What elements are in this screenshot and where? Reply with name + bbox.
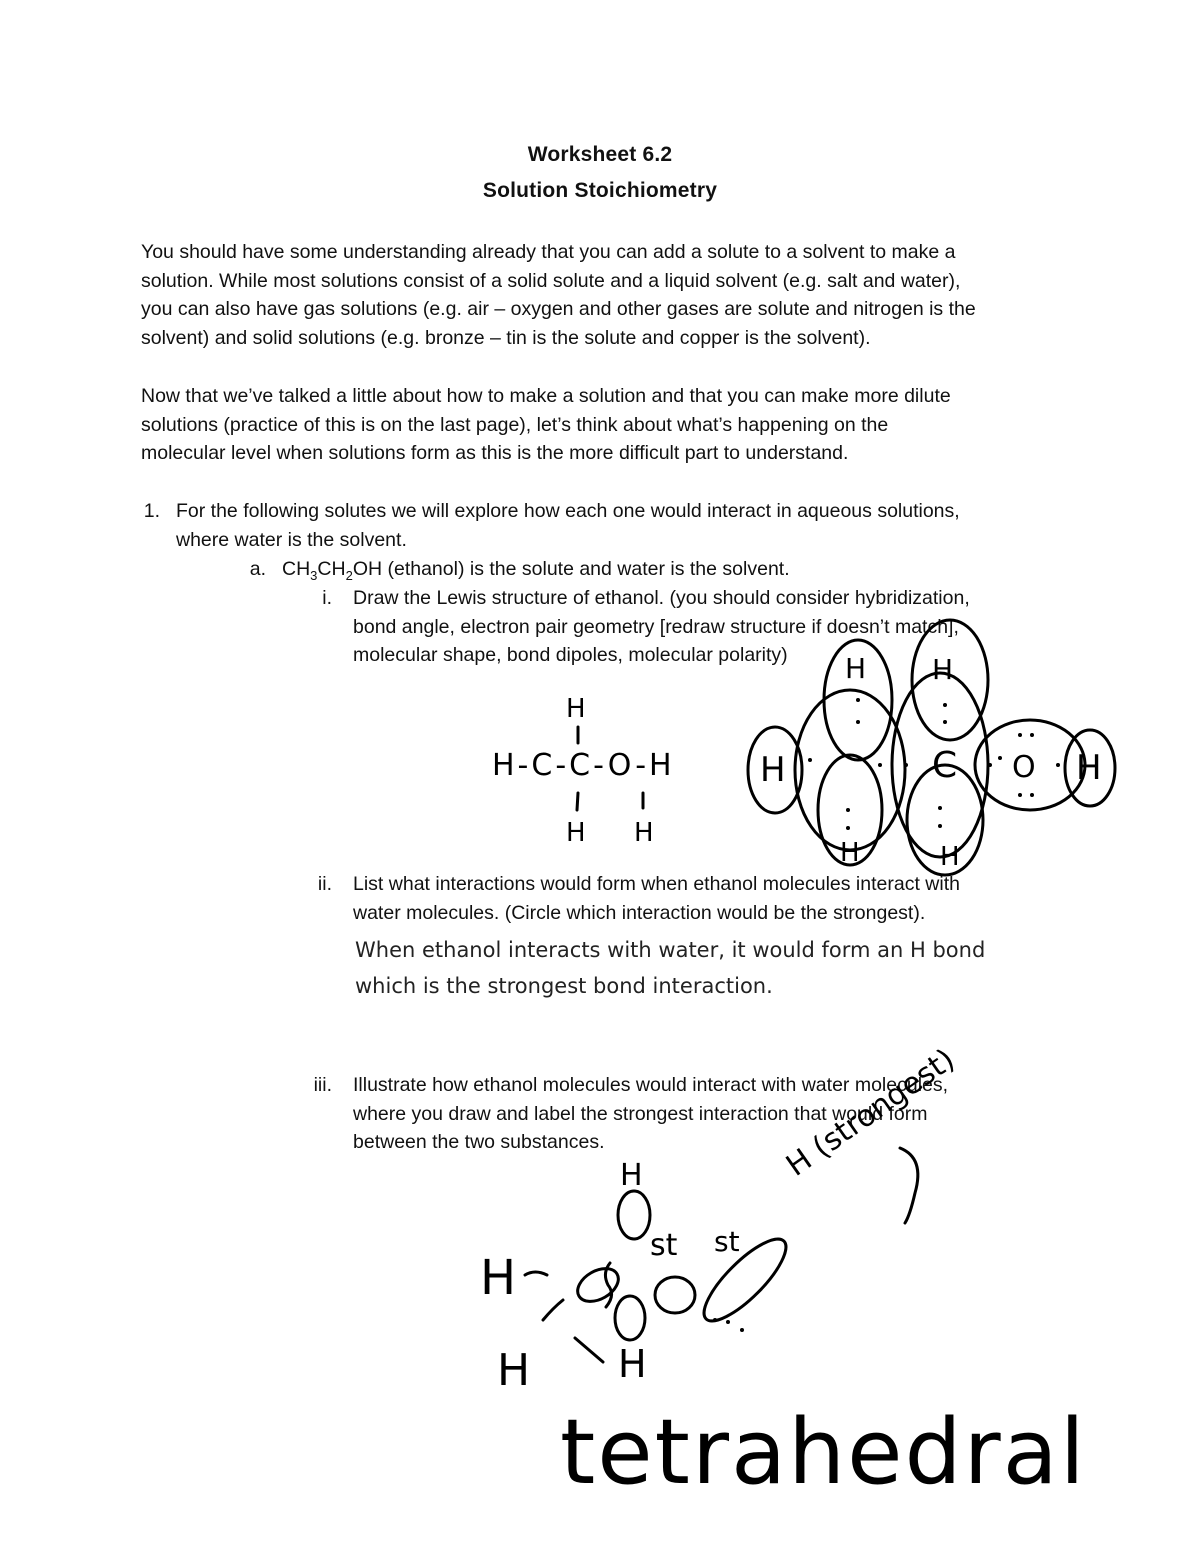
sub-i-line: molecular shape, bond dipoles, molecular polarity) — [353, 644, 788, 667]
formula-subscript: 3 — [310, 567, 318, 583]
question-line: where water is the solvent. — [176, 528, 407, 551]
lewis-top-h: H — [566, 694, 586, 724]
formula-subscript: 2 — [345, 567, 353, 583]
answer-line: When ethanol interacts with water, it would form an H bond — [355, 938, 986, 962]
sub-ii-line: List what interactions would form when ethanol molecules interact with — [353, 873, 960, 895]
sketch-bottom-h: H — [618, 1342, 647, 1386]
lewis-bottom-left-h: H — [566, 818, 586, 848]
context-line: molecular level when solutions form as this is the more difficult part to understand. — [141, 442, 849, 465]
sketch-label-2: st — [714, 1225, 740, 1258]
sub-iii-line: where you draw and label the strongest interaction that would form — [353, 1102, 928, 1125]
sub-i-line: bond angle, electron pair geometry [redraw structure if doesn’t match], — [353, 615, 959, 638]
orbital-top-h2: H — [932, 653, 954, 686]
orbital-right-h: H — [1076, 748, 1102, 788]
worksheet-title: Worksheet 6.2 — [527, 143, 673, 166]
sub-ii-marker: ii. — [317, 873, 332, 895]
part-a-description: OH (ethanol) is the solute and water is the solvent. — [352, 558, 790, 580]
sub-i-line: Draw the Lewis structure of ethanol. (you should consider hybridization, — [353, 587, 970, 609]
question-line: For the following solutes we will explore how each one would interact in aqueous solutions, — [176, 500, 960, 522]
sketch-label-1: st — [650, 1228, 678, 1263]
sub-i-marker: i. — [322, 587, 332, 609]
intro-line: you can also have gas solutions (e.g. air – oxygen and other gases are solute and nitrogen is the — [141, 298, 976, 321]
bracket-stroke — [900, 1148, 918, 1223]
question-number: 1. — [143, 500, 160, 522]
sub-iii-line: Illustrate how ethanol molecules would interact with water molecules, — [353, 1074, 949, 1096]
orbital-ellipse — [615, 1296, 645, 1340]
electron-dot — [726, 1320, 730, 1324]
orbital-bottom-h2: H — [940, 842, 960, 872]
sketch-label-strongest: H (strongest) — [780, 1042, 962, 1184]
shape-word: tetrahedral — [560, 1400, 1087, 1505]
context-line: Now that we’ve talked a little about how to make a solution and that you can make more dilute — [141, 385, 951, 407]
sub-ii-line: water molecules. (Circle which interaction would be the strongest). — [353, 901, 926, 924]
electron-dot — [740, 1328, 744, 1332]
formula-part: CH — [317, 558, 346, 580]
orbital-bottom-h1: H — [840, 838, 860, 868]
bond-stroke — [543, 1300, 563, 1320]
sketch-top-h: H — [620, 1158, 643, 1193]
orbital-oxygen: O — [1012, 750, 1036, 785]
orbital-ellipse — [655, 1277, 695, 1313]
intro-line: solution. While most solutions consist of a solid solute and a liquid solvent (e.g. salt and water), — [141, 269, 961, 292]
electron-dot — [713, 1318, 717, 1322]
orbital-ellipse — [572, 1262, 624, 1308]
sub-iii-marker: iii. — [313, 1074, 332, 1096]
lewis-bottom-right-h: H — [634, 818, 654, 848]
formula-part: CH — [282, 558, 311, 580]
sketch-left-h: H — [480, 1250, 517, 1306]
context-line: solutions (practice of this is on the last page), let’s think about what’s happening on the — [141, 413, 889, 436]
sketch-lower-left-h: H — [497, 1345, 531, 1396]
orbital-left-h: H — [760, 750, 786, 790]
sub-iii-line: between the two substances. — [353, 1131, 605, 1154]
answer-line: which is the strongest bond interaction. — [355, 974, 773, 998]
intro-line: solvent) and solid solutions (e.g. bronze – tin is the solute and copper is the solvent). — [141, 327, 871, 350]
orbital-ellipse — [618, 1191, 650, 1239]
orbital-ellipse — [693, 1228, 796, 1331]
part-a-marker: a. — [249, 558, 266, 580]
intro-line: You should have some understanding already that you can add a solute to a solvent to make a — [141, 241, 956, 263]
bond-stroke — [575, 1338, 603, 1362]
worksheet-subtitle: Solution Stoichiometry — [482, 179, 718, 202]
orbital-top-h1: H — [845, 652, 867, 685]
bond-stroke — [525, 1272, 547, 1275]
orbital-carbon: C — [932, 745, 958, 786]
lewis-main-row: H-C-C-O-H — [492, 748, 675, 783]
